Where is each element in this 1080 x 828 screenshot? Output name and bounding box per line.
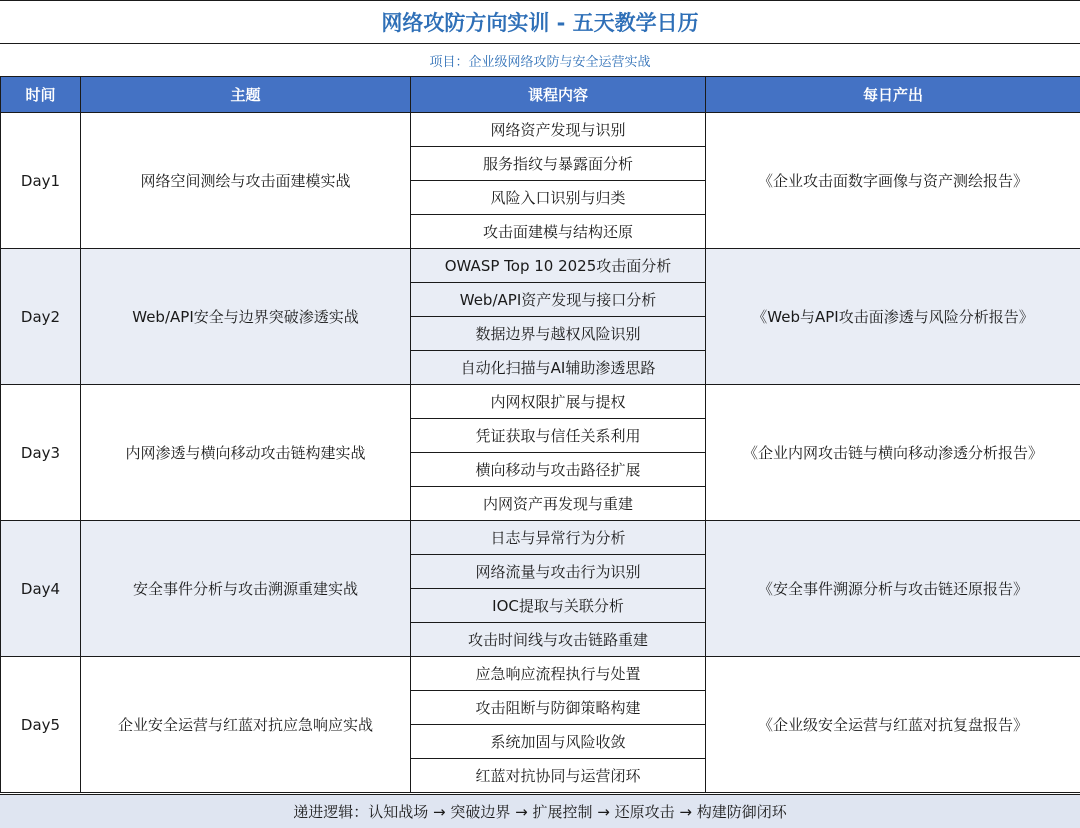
table-row bbox=[1, 657, 1080, 691]
content-item: 服务指纹与暴露面分析 bbox=[411, 147, 706, 181]
page-title: 网络攻防方向实训 - 五天教学日历 bbox=[0, 0, 1080, 44]
day-output: 《企业攻击面数字画像与资产测绘报告》 bbox=[706, 113, 1080, 249]
day-topic: 内网渗透与横向移动攻击链构建实战 bbox=[81, 385, 411, 521]
content-item: 内网权限扩展与提权 bbox=[411, 385, 706, 419]
content-item: 自动化扫描与AI辅助渗透思路 bbox=[411, 351, 706, 385]
day-label: Day1 bbox=[1, 113, 81, 249]
day-topic: 安全事件分析与攻击溯源重建实战 bbox=[81, 521, 411, 657]
content-item: IOC提取与关联分析 bbox=[411, 589, 706, 623]
day-label: Day5 bbox=[1, 657, 81, 793]
header-topic: 主题 bbox=[81, 77, 411, 113]
content-item: 内网资产再发现与重建 bbox=[411, 487, 706, 521]
content-item: Web/API资产发现与接口分析 bbox=[411, 283, 706, 317]
content-item: OWASP Top 10 2025攻击面分析 bbox=[411, 249, 706, 283]
day-output: 《企业内网攻击链与横向移动渗透分析报告》 bbox=[706, 385, 1080, 521]
content-item: 网络资产发现与识别 bbox=[411, 113, 706, 147]
day-output: 《Web与API攻击面渗透与风险分析报告》 bbox=[706, 249, 1080, 385]
content-item: 网络流量与攻击行为识别 bbox=[411, 555, 706, 589]
progression-footer: 递进逻辑：认知战场 → 突破边界 → 扩展控制 → 还原攻击 → 构建防御闭环 bbox=[0, 794, 1080, 828]
day-label: Day4 bbox=[1, 521, 81, 657]
header-content: 课程内容 bbox=[411, 77, 706, 113]
content-item: 凭证获取与信任关系利用 bbox=[411, 419, 706, 453]
content-item: 应急响应流程执行与处置 bbox=[411, 657, 706, 691]
day-output: 《安全事件溯源分析与攻击链还原报告》 bbox=[706, 521, 1080, 657]
content-item: 横向移动与攻击路径扩展 bbox=[411, 453, 706, 487]
day-output: 《企业级安全运营与红蓝对抗复盘报告》 bbox=[706, 657, 1080, 793]
content-item: 攻击阻断与防御策略构建 bbox=[411, 691, 706, 725]
schedule-table bbox=[0, 76, 1080, 793]
table-row bbox=[1, 521, 1080, 555]
content-item: 数据边界与越权风险识别 bbox=[411, 317, 706, 351]
content-item: 攻击面建模与结构还原 bbox=[411, 215, 706, 249]
content-item: 攻击时间线与攻击链路重建 bbox=[411, 623, 706, 657]
day-topic: Web/API安全与边界突破渗透实战 bbox=[81, 249, 411, 385]
table-header-row bbox=[1, 77, 1080, 113]
table-row bbox=[1, 249, 1080, 283]
content-item: 系统加固与风险收敛 bbox=[411, 725, 706, 759]
day-label: Day2 bbox=[1, 249, 81, 385]
table-row bbox=[1, 385, 1080, 419]
header-time: 时间 bbox=[1, 77, 81, 113]
project-subtitle: 项目：企业级网络攻防与安全运营实战 bbox=[429, 54, 651, 70]
header-output: 每日产出 bbox=[706, 77, 1080, 113]
day-topic: 网络空间测绘与攻击面建模实战 bbox=[81, 113, 411, 249]
content-item: 风险入口识别与归类 bbox=[411, 181, 706, 215]
table-row bbox=[1, 113, 1080, 147]
day-label: Day3 bbox=[1, 385, 81, 521]
content-item: 红蓝对抗协同与运营闭环 bbox=[411, 759, 706, 793]
content-item: 日志与异常行为分析 bbox=[411, 521, 706, 555]
day-topic: 企业安全运营与红蓝对抗应急响应实战 bbox=[81, 657, 411, 793]
